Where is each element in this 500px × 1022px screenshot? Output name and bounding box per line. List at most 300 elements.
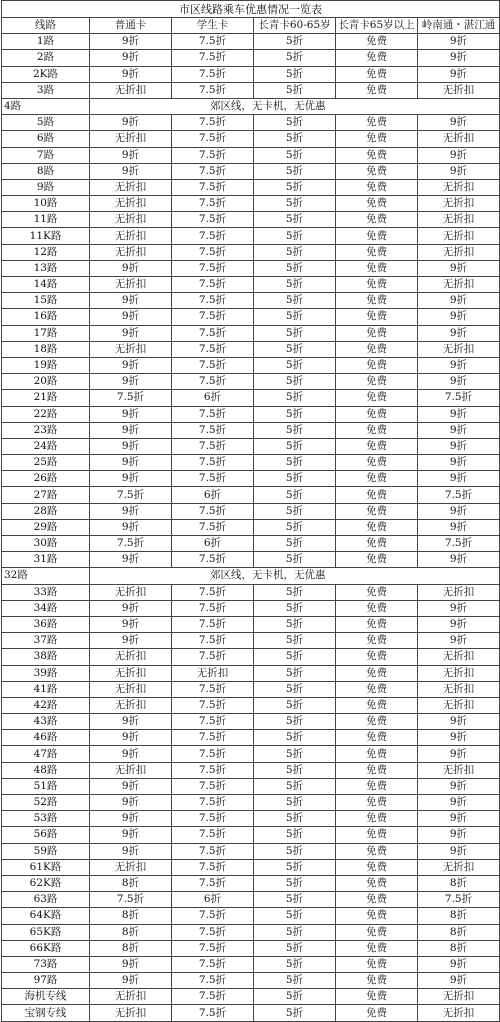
- lingnan-zhanjiang-cell: 9折: [418, 519, 500, 535]
- route-cell: 34路: [2, 600, 90, 616]
- route-cell: 63路: [2, 892, 90, 908]
- lingnan-zhanjiang-cell: 7.5折: [418, 536, 500, 552]
- route-cell: 59路: [2, 843, 90, 859]
- student-card-cell: 7.5折: [172, 697, 254, 713]
- senior-60-65-cell: 5折: [254, 536, 336, 552]
- student-card-cell: 7.5折: [172, 244, 254, 260]
- lingnan-zhanjiang-cell: 9折: [418, 455, 500, 471]
- senior-65-plus-cell: 免费: [336, 34, 418, 50]
- regular-card-cell: 9折: [90, 503, 172, 519]
- regular-card-cell: 无折扣: [90, 697, 172, 713]
- regular-card-cell: 9折: [90, 374, 172, 390]
- lingnan-zhanjiang-cell: 9折: [418, 422, 500, 438]
- senior-60-65-cell: 5折: [254, 665, 336, 681]
- lingnan-zhanjiang-cell: 9折: [418, 325, 500, 341]
- lingnan-zhanjiang-cell: 9折: [418, 956, 500, 972]
- lingnan-zhanjiang-cell: 9折: [418, 843, 500, 859]
- table-row: [2, 730, 500, 746]
- senior-60-65-cell: 5折: [254, 697, 336, 713]
- senior-65-plus-cell: 免费: [336, 1005, 418, 1021]
- lingnan-zhanjiang-cell: 9折: [418, 714, 500, 730]
- route-cell: 20路: [2, 374, 90, 390]
- regular-card-cell: 无折扣: [90, 989, 172, 1005]
- regular-card-cell: 无折扣: [90, 859, 172, 875]
- senior-60-65-cell: 5折: [254, 600, 336, 616]
- regular-card-cell: 9折: [90, 34, 172, 50]
- student-card-cell: 6折: [172, 487, 254, 503]
- table-row: [2, 277, 500, 293]
- student-card-cell: 7.5折: [172, 730, 254, 746]
- senior-65-plus-cell: 免费: [336, 260, 418, 276]
- route-cell: 13路: [2, 260, 90, 276]
- lingnan-zhanjiang-cell: 9折: [418, 552, 500, 568]
- table-row: [2, 892, 500, 908]
- table-row: [2, 746, 500, 762]
- route-cell: 30路: [2, 536, 90, 552]
- senior-65-plus-cell: 免费: [336, 147, 418, 163]
- senior-65-plus-cell: 免费: [336, 552, 418, 568]
- student-card-cell: 7.5折: [172, 260, 254, 276]
- student-card-cell: 7.5折: [172, 795, 254, 811]
- table-row: [2, 811, 500, 827]
- route-cell: 26路: [2, 471, 90, 487]
- senior-60-65-cell: 5折: [254, 633, 336, 649]
- route-cell: 9路: [2, 179, 90, 195]
- senior-65-plus-cell: 免费: [336, 244, 418, 260]
- regular-card-cell: 无折扣: [90, 212, 172, 228]
- senior-65-plus-cell: 免费: [336, 908, 418, 924]
- senior-60-65-cell: 5折: [254, 827, 336, 843]
- senior-60-65-cell: 5折: [254, 681, 336, 697]
- table-row: [2, 212, 500, 228]
- route-cell: 2K路: [2, 66, 90, 82]
- lingnan-zhanjiang-cell: 9折: [418, 811, 500, 827]
- student-card-cell: 7.5折: [172, 859, 254, 875]
- regular-card-cell: 9折: [90, 778, 172, 794]
- regular-card-cell: 8折: [90, 940, 172, 956]
- student-card-cell: 7.5折: [172, 811, 254, 827]
- student-card-cell: 7.5折: [172, 746, 254, 762]
- route-cell: 43路: [2, 714, 90, 730]
- regular-card-cell: 8折: [90, 908, 172, 924]
- senior-65-plus-cell: 免费: [336, 989, 418, 1005]
- lingnan-zhanjiang-cell: 无折扣: [418, 1005, 500, 1021]
- table-row: [2, 633, 500, 649]
- regular-card-cell: 9折: [90, 956, 172, 972]
- regular-card-cell: 9折: [90, 600, 172, 616]
- senior-65-plus-cell: 免费: [336, 487, 418, 503]
- route-cell: 31路: [2, 552, 90, 568]
- table-row: [2, 325, 500, 341]
- senior-65-plus-cell: 免费: [336, 843, 418, 859]
- table-row: [2, 341, 500, 357]
- student-card-cell: 无折扣: [172, 665, 254, 681]
- regular-card-cell: 9折: [90, 66, 172, 82]
- senior-65-plus-cell: 免费: [336, 374, 418, 390]
- senior-60-65-cell: 5折: [254, 50, 336, 66]
- route-cell: 51路: [2, 778, 90, 794]
- route-cell: 73路: [2, 956, 90, 972]
- student-card-cell: 7.5折: [172, 131, 254, 147]
- lingnan-zhanjiang-cell: 无折扣: [418, 665, 500, 681]
- student-card-cell: 7.5折: [172, 163, 254, 179]
- senior-60-65-cell: 5折: [254, 908, 336, 924]
- student-card-cell: 7.5折: [172, 989, 254, 1005]
- route-cell: 36路: [2, 616, 90, 632]
- regular-card-cell: 7.5折: [90, 892, 172, 908]
- senior-60-65-cell: 5折: [254, 293, 336, 309]
- student-card-cell: 7.5折: [172, 115, 254, 131]
- lingnan-zhanjiang-cell: 无折扣: [418, 277, 500, 293]
- table-row: [2, 1005, 500, 1021]
- lingnan-zhanjiang-cell: 无折扣: [418, 244, 500, 260]
- table-row: [2, 795, 500, 811]
- title-row: [2, 1, 500, 18]
- lingnan-zhanjiang-cell: 9折: [418, 260, 500, 276]
- student-card-cell: 7.5折: [172, 616, 254, 632]
- table-row: [2, 50, 500, 66]
- table-body: [2, 34, 500, 1021]
- table-row: [2, 131, 500, 147]
- student-card-cell: 7.5折: [172, 600, 254, 616]
- table-row: [2, 665, 500, 681]
- table-row: [2, 34, 500, 50]
- regular-card-cell: 7.5折: [90, 390, 172, 406]
- table-title: 市区线路乘车优惠情况一览表: [2, 1, 500, 18]
- student-card-cell: 7.5折: [172, 827, 254, 843]
- regular-card-cell: 9折: [90, 309, 172, 325]
- table-row: [2, 714, 500, 730]
- senior-65-plus-cell: 免费: [336, 455, 418, 471]
- student-card-cell: 7.5折: [172, 438, 254, 454]
- regular-card-cell: 9折: [90, 616, 172, 632]
- senior-60-65-cell: 5折: [254, 115, 336, 131]
- table-row: [2, 228, 500, 244]
- senior-65-plus-cell: 免费: [336, 875, 418, 891]
- lingnan-zhanjiang-cell: 7.5折: [418, 390, 500, 406]
- student-card-cell: 6折: [172, 892, 254, 908]
- lingnan-zhanjiang-cell: 8折: [418, 875, 500, 891]
- senior-60-65-cell: 5折: [254, 357, 336, 373]
- regular-card-cell: 9折: [90, 455, 172, 471]
- table-row: [2, 503, 500, 519]
- lingnan-zhanjiang-cell: 无折扣: [418, 859, 500, 875]
- route-cell: 25路: [2, 455, 90, 471]
- header-lingnan-zhanjiang: 岭南通・湛江通: [418, 18, 500, 34]
- regular-card-cell: 无折扣: [90, 244, 172, 260]
- student-card-cell: 7.5折: [172, 924, 254, 940]
- senior-65-plus-cell: 免费: [336, 956, 418, 972]
- regular-card-cell: 9折: [90, 115, 172, 131]
- header-route: 线路: [2, 18, 90, 34]
- lingnan-zhanjiang-cell: 9折: [418, 357, 500, 373]
- senior-65-plus-cell: 免费: [336, 924, 418, 940]
- senior-65-plus-cell: 免费: [336, 973, 418, 989]
- senior-60-65-cell: 5折: [254, 309, 336, 325]
- route-cell: 52路: [2, 795, 90, 811]
- lingnan-zhanjiang-cell: 9折: [418, 503, 500, 519]
- senior-65-plus-cell: 免费: [336, 228, 418, 244]
- lingnan-zhanjiang-cell: 9折: [418, 795, 500, 811]
- regular-card-cell: 无折扣: [90, 584, 172, 600]
- table-row: [2, 196, 500, 212]
- route-cell: 47路: [2, 746, 90, 762]
- senior-65-plus-cell: 免费: [336, 471, 418, 487]
- lingnan-zhanjiang-cell: 7.5折: [418, 892, 500, 908]
- lingnan-zhanjiang-cell: 无折扣: [418, 179, 500, 195]
- regular-card-cell: 9折: [90, 422, 172, 438]
- table-row: [2, 940, 500, 956]
- student-card-cell: 7.5折: [172, 503, 254, 519]
- no-discount-note: 郊区线，无卡机，无优惠: [90, 98, 500, 114]
- lingnan-zhanjiang-cell: 9折: [418, 600, 500, 616]
- senior-60-65-cell: 5折: [254, 196, 336, 212]
- regular-card-cell: 9折: [90, 827, 172, 843]
- regular-card-cell: 9折: [90, 811, 172, 827]
- route-cell: 32路: [2, 568, 90, 584]
- senior-60-65-cell: 5折: [254, 487, 336, 503]
- regular-card-cell: 无折扣: [90, 1005, 172, 1021]
- student-card-cell: 7.5折: [172, 357, 254, 373]
- senior-65-plus-cell: 免费: [336, 438, 418, 454]
- senior-65-plus-cell: 免费: [336, 584, 418, 600]
- lingnan-zhanjiang-cell: 9折: [418, 827, 500, 843]
- regular-card-cell: 9折: [90, 795, 172, 811]
- student-card-cell: 7.5折: [172, 778, 254, 794]
- senior-65-plus-cell: 免费: [336, 649, 418, 665]
- senior-65-plus-cell: 免费: [336, 131, 418, 147]
- fare-discount-table: [1, 0, 500, 1022]
- lingnan-zhanjiang-cell: 无折扣: [418, 212, 500, 228]
- senior-65-plus-cell: 免费: [336, 325, 418, 341]
- table-row: [2, 244, 500, 260]
- table-row: [2, 584, 500, 600]
- senior-60-65-cell: 5折: [254, 82, 336, 98]
- student-card-cell: 7.5折: [172, 973, 254, 989]
- route-cell: 28路: [2, 503, 90, 519]
- student-card-cell: 7.5折: [172, 940, 254, 956]
- table-row: [2, 989, 500, 1005]
- student-card-cell: 6折: [172, 536, 254, 552]
- table-row: [2, 778, 500, 794]
- lingnan-zhanjiang-cell: 9折: [418, 66, 500, 82]
- route-cell: 5路: [2, 115, 90, 131]
- table-row: [2, 875, 500, 891]
- regular-card-cell: 9折: [90, 519, 172, 535]
- route-cell: 61K路: [2, 859, 90, 875]
- senior-60-65-cell: 5折: [254, 859, 336, 875]
- lingnan-zhanjiang-cell: 8折: [418, 924, 500, 940]
- senior-60-65-cell: 5折: [254, 228, 336, 244]
- senior-60-65-cell: 5折: [254, 260, 336, 276]
- senior-65-plus-cell: 免费: [336, 50, 418, 66]
- regular-card-cell: 无折扣: [90, 228, 172, 244]
- senior-60-65-cell: 5折: [254, 163, 336, 179]
- route-cell: 56路: [2, 827, 90, 843]
- regular-card-cell: 9折: [90, 50, 172, 66]
- regular-card-cell: 9折: [90, 260, 172, 276]
- route-cell: 宝钢专线: [2, 1005, 90, 1021]
- lingnan-zhanjiang-cell: 8折: [418, 940, 500, 956]
- regular-card-cell: 8折: [90, 875, 172, 891]
- table-row: [2, 552, 500, 568]
- regular-card-cell: 9折: [90, 633, 172, 649]
- senior-65-plus-cell: 免费: [336, 406, 418, 422]
- regular-card-cell: 无折扣: [90, 649, 172, 665]
- student-card-cell: 7.5折: [172, 714, 254, 730]
- senior-60-65-cell: 5折: [254, 341, 336, 357]
- regular-card-cell: 9折: [90, 293, 172, 309]
- table-row: [2, 357, 500, 373]
- table-row: [2, 487, 500, 503]
- senior-60-65-cell: 5折: [254, 989, 336, 1005]
- route-cell: 3路: [2, 82, 90, 98]
- regular-card-cell: 无折扣: [90, 341, 172, 357]
- student-card-cell: 7.5折: [172, 843, 254, 859]
- regular-card-cell: 无折扣: [90, 762, 172, 778]
- header-senior-65-plus: 长青卡65岁以上: [336, 18, 418, 34]
- senior-60-65-cell: 5折: [254, 730, 336, 746]
- senior-65-plus-cell: 免费: [336, 390, 418, 406]
- senior-60-65-cell: 5折: [254, 746, 336, 762]
- lingnan-zhanjiang-cell: 9折: [418, 309, 500, 325]
- student-card-cell: 7.5折: [172, 762, 254, 778]
- regular-card-cell: 无折扣: [90, 665, 172, 681]
- regular-card-cell: 无折扣: [90, 196, 172, 212]
- senior-65-plus-cell: 免费: [336, 277, 418, 293]
- lingnan-zhanjiang-cell: 无折扣: [418, 681, 500, 697]
- lingnan-zhanjiang-cell: 9折: [418, 973, 500, 989]
- senior-60-65-cell: 5折: [254, 843, 336, 859]
- student-card-cell: 7.5折: [172, 471, 254, 487]
- route-cell: 48路: [2, 762, 90, 778]
- lingnan-zhanjiang-cell: 9折: [418, 471, 500, 487]
- header-row: [2, 18, 500, 34]
- senior-65-plus-cell: 免费: [336, 66, 418, 82]
- table-row: [2, 374, 500, 390]
- student-card-cell: 7.5折: [172, 66, 254, 82]
- table-row: [2, 147, 500, 163]
- lingnan-zhanjiang-cell: 9折: [418, 616, 500, 632]
- student-card-cell: 7.5折: [172, 212, 254, 228]
- senior-65-plus-cell: 免费: [336, 179, 418, 195]
- student-card-cell: 7.5折: [172, 455, 254, 471]
- lingnan-zhanjiang-cell: 9折: [418, 147, 500, 163]
- route-cell: 1路: [2, 34, 90, 50]
- student-card-cell: 7.5折: [172, 406, 254, 422]
- table-row: [2, 309, 500, 325]
- route-cell: 29路: [2, 519, 90, 535]
- senior-65-plus-cell: 免费: [336, 422, 418, 438]
- table-row-no-discount: [2, 568, 500, 584]
- senior-60-65-cell: 5折: [254, 778, 336, 794]
- lingnan-zhanjiang-cell: 无折扣: [418, 82, 500, 98]
- senior-65-plus-cell: 免费: [336, 633, 418, 649]
- table-row: [2, 438, 500, 454]
- table-row-no-discount: [2, 98, 500, 114]
- route-cell: 11路: [2, 212, 90, 228]
- regular-card-cell: 9折: [90, 406, 172, 422]
- lingnan-zhanjiang-cell: 9折: [418, 50, 500, 66]
- route-cell: 14路: [2, 277, 90, 293]
- student-card-cell: 7.5折: [172, 277, 254, 293]
- senior-60-65-cell: 5折: [254, 277, 336, 293]
- student-card-cell: 7.5折: [172, 875, 254, 891]
- table-row: [2, 82, 500, 98]
- table-row: [2, 956, 500, 972]
- lingnan-zhanjiang-cell: 9折: [418, 438, 500, 454]
- student-card-cell: 7.5折: [172, 82, 254, 98]
- senior-65-plus-cell: 免费: [336, 762, 418, 778]
- senior-60-65-cell: 5折: [254, 212, 336, 228]
- lingnan-zhanjiang-cell: 9折: [418, 406, 500, 422]
- regular-card-cell: 9折: [90, 438, 172, 454]
- regular-card-cell: 无折扣: [90, 82, 172, 98]
- lingnan-zhanjiang-cell: 9折: [418, 746, 500, 762]
- student-card-cell: 7.5折: [172, 908, 254, 924]
- route-cell: 24路: [2, 438, 90, 454]
- senior-65-plus-cell: 免费: [336, 730, 418, 746]
- route-cell: 97路: [2, 973, 90, 989]
- senior-65-plus-cell: 免费: [336, 616, 418, 632]
- table-row: [2, 390, 500, 406]
- senior-60-65-cell: 5折: [254, 519, 336, 535]
- student-card-cell: 7.5折: [172, 293, 254, 309]
- route-cell: 38路: [2, 649, 90, 665]
- lingnan-zhanjiang-cell: 9折: [418, 163, 500, 179]
- senior-60-65-cell: 5折: [254, 924, 336, 940]
- senior-60-65-cell: 5折: [254, 147, 336, 163]
- senior-65-plus-cell: 免费: [336, 681, 418, 697]
- table-row: [2, 66, 500, 82]
- lingnan-zhanjiang-cell: 无折扣: [418, 228, 500, 244]
- senior-60-65-cell: 5折: [254, 795, 336, 811]
- route-cell: 6路: [2, 131, 90, 147]
- table-row: [2, 762, 500, 778]
- regular-card-cell: 9折: [90, 147, 172, 163]
- senior-60-65-cell: 5折: [254, 244, 336, 260]
- senior-60-65-cell: 5折: [254, 875, 336, 891]
- lingnan-zhanjiang-cell: 9折: [418, 374, 500, 390]
- student-card-cell: 7.5折: [172, 1005, 254, 1021]
- senior-65-plus-cell: 免费: [336, 714, 418, 730]
- senior-65-plus-cell: 免费: [336, 309, 418, 325]
- regular-card-cell: 无折扣: [90, 681, 172, 697]
- student-card-cell: 7.5折: [172, 649, 254, 665]
- route-cell: 62K路: [2, 875, 90, 891]
- table-row: [2, 616, 500, 632]
- header-regular-card: 普通卡: [90, 18, 172, 34]
- regular-card-cell: 9折: [90, 843, 172, 859]
- lingnan-zhanjiang-cell: 无折扣: [418, 341, 500, 357]
- senior-60-65-cell: 5折: [254, 325, 336, 341]
- lingnan-zhanjiang-cell: 7.5折: [418, 487, 500, 503]
- student-card-cell: 7.5折: [172, 147, 254, 163]
- route-cell: 2路: [2, 50, 90, 66]
- senior-65-plus-cell: 免费: [336, 357, 418, 373]
- student-card-cell: 7.5折: [172, 309, 254, 325]
- route-cell: 11K路: [2, 228, 90, 244]
- senior-65-plus-cell: 免费: [336, 746, 418, 762]
- lingnan-zhanjiang-cell: 9折: [418, 115, 500, 131]
- senior-60-65-cell: 5折: [254, 552, 336, 568]
- regular-card-cell: 8折: [90, 924, 172, 940]
- route-cell: 19路: [2, 357, 90, 373]
- table-row: [2, 697, 500, 713]
- senior-60-65-cell: 5折: [254, 892, 336, 908]
- route-cell: 8路: [2, 163, 90, 179]
- table-row: [2, 293, 500, 309]
